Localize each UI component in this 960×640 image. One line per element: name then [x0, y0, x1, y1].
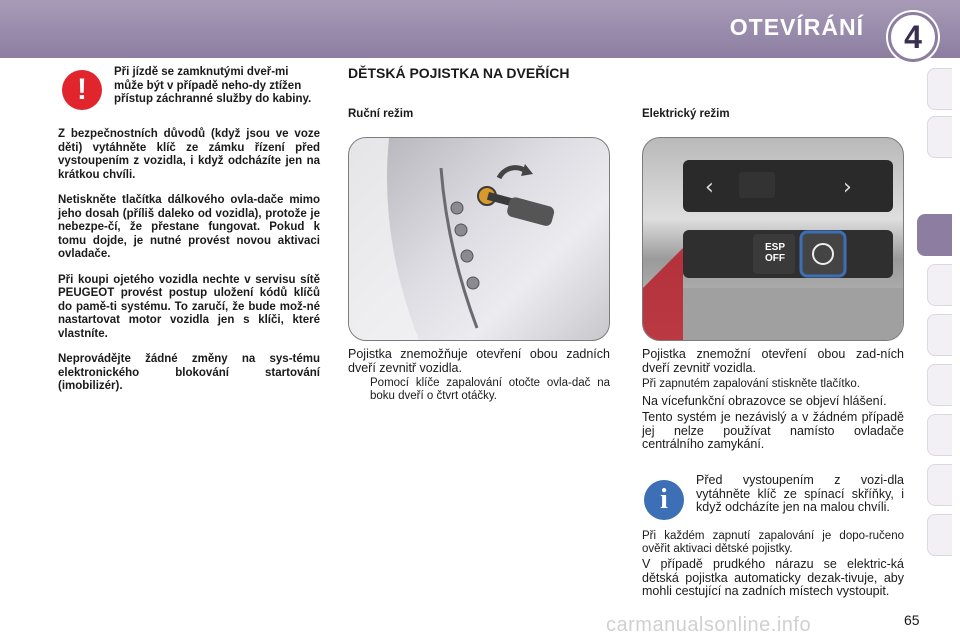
chapter-tab-active[interactable] [917, 214, 952, 256]
paragraph: Neprovádějte žádné změny na sys-tému elektronického blokování startování (imobilizér). [58, 353, 320, 392]
electric-text-4: Tento systém je nezávislý a v žádném případě jej nelze používat namísto ovladače centrálního zamykání. [642, 410, 904, 451]
dashboard-buttons-illustration [643, 138, 903, 340]
chapter-tabs [928, 68, 952, 576]
chapter-header [0, 0, 960, 58]
page-number: 65 [904, 612, 920, 628]
door-lock-illustration [349, 138, 609, 340]
manual-mode-heading: Ruční režim [348, 108, 414, 120]
electric-text-3: Na vícefunkční obrazovce se objeví hlášení. [642, 393, 887, 408]
manual-text: Pojistka znemožňuje otevření obou zadních dveří zevnitř vozidla. [348, 347, 610, 375]
info-paragraph-2: V případě prudkého nárazu se elektric-ká dětská pojistka automaticky dezak-tivuje, aby mohli cestující na zadních místech vystoupit. [642, 557, 904, 598]
manual-bullet-text: Pomocí klíče zapalování otočte ovla-dač na boku dveří o čtvrt otáčky. [370, 377, 610, 402]
warning-box [58, 66, 320, 128]
chapter-title: OTEVÍRÁNÍ [729, 14, 864, 40]
chapter-number-badge: 4 [888, 12, 938, 62]
chapter-tab[interactable] [927, 414, 952, 456]
info-note: Před vystoupením z vozi-dla vytáhněte klíč ze spínací skříňky, i když odcházíte jen na malou chvíli. [696, 473, 904, 514]
chapter-tab[interactable] [927, 68, 952, 110]
svg-text:›: › [843, 175, 852, 200]
section-title: DĚTSKÁ POJISTKA NA DVEŘÍCH [348, 65, 570, 81]
esp-off-button [761, 242, 789, 264]
electric-text-2: Při zapnutém zapalování stiskněte tlačítko. [642, 378, 860, 390]
chapter-tab[interactable] [927, 116, 952, 158]
exclamation-icon: ! [62, 70, 102, 110]
off-label: OFF [765, 253, 785, 264]
electric-text-1: Pojistka znemožní otevření obou zad-ních dveří zevnitř vozidla. [642, 347, 904, 375]
electric-text-block [642, 348, 904, 452]
electric-lock-photo [642, 137, 904, 341]
info-paragraph-1: Při každém zapnutí zapalování je dopo-ručeno ověřit aktivaci dětské pojistky. [642, 530, 904, 555]
chapter-tab[interactable] [927, 314, 952, 356]
chapter-tab[interactable] [927, 364, 952, 406]
paragraph: Netiskněte tlačítka dálkového ovla-dače mimo jeho dosah (příliš daleko od vozidla), protože je nebezpe-čí, že přestane fungovat. Pokud k tomu dojde, je nutné provést novou aktivaci ovladače. [58, 194, 320, 260]
manual-bullet [348, 377, 610, 403]
warning-text: Při jízdě se zamknutými dveř-mi může být v případě neho-dy ztížen přístup záchranné služby do kabiny. [114, 66, 312, 105]
chapter-tab[interactable] [927, 264, 952, 306]
info-icon: i [644, 480, 684, 520]
watermark: carmanualsonline.info [606, 614, 812, 636]
manual-text-block [348, 348, 610, 403]
paragraph: Při koupi ojetého vozidla nechte v servisu sítě PEUGEOT provést postup uložení kódů klíčů do pamě-ti systému. To zaručí, že bude mož-né nastartovat motor vozidla jen s klíči, které vlastníte. [58, 273, 320, 340]
svg-text:‹: ‹ [705, 175, 714, 200]
chapter-tab[interactable] [927, 464, 952, 506]
electric-mode-heading: Elektrický režim [642, 108, 730, 120]
manual-lock-photo [348, 137, 610, 341]
left-column [58, 66, 320, 406]
chapter-tab[interactable] [927, 514, 952, 556]
esp-label: ESP [764, 242, 785, 253]
paragraph: Z bezpečnostních důvodů (když jsou ve voze děti) vytáhněte klíč ze zámku řízení před vystoupením z vozidla, i když odcházíte jen na krátkou chvíli. [58, 128, 320, 181]
